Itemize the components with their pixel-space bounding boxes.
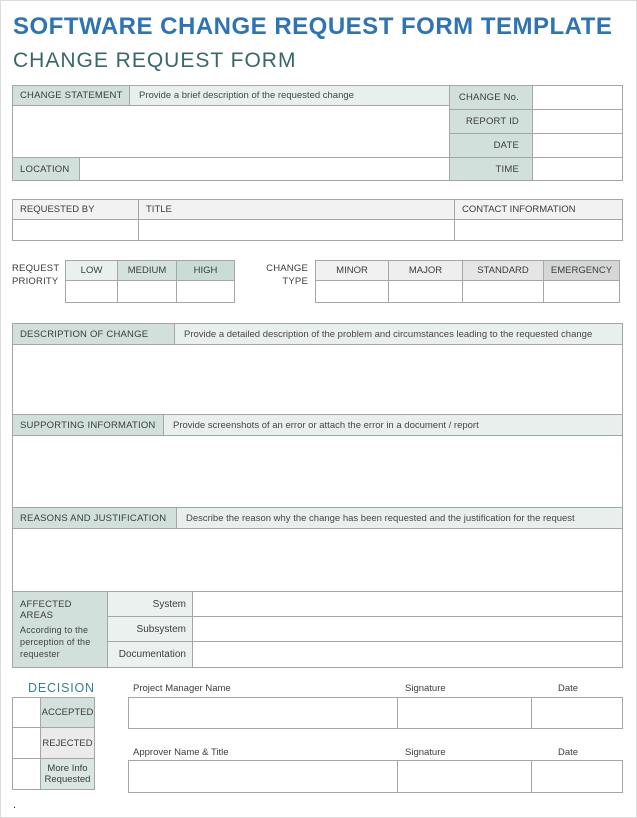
time-label: TIME	[449, 157, 533, 181]
decision-option-accepted-label: ACCEPTED	[40, 697, 95, 728]
time-input[interactable]	[532, 157, 623, 181]
change-statement-section	[12, 85, 623, 181]
approver-signature-row	[128, 760, 623, 793]
reasons-justification-input[interactable]	[12, 528, 623, 592]
affected-row-documentation-label: Documentation	[107, 641, 193, 668]
reasons-justification-section	[12, 507, 623, 592]
requested-by-input[interactable]	[12, 219, 139, 241]
pm-date-header: Date	[558, 683, 579, 694]
priority-high-header: HIGH	[176, 260, 235, 281]
type-standard-header: STANDARD	[462, 260, 544, 281]
contact-information-header: CONTACT INFORMATION	[454, 199, 623, 220]
type-minor-header: MINOR	[315, 260, 389, 281]
type-emergency-header: EMERGENCY	[543, 260, 620, 281]
request-priority-label	[12, 262, 60, 288]
affected-areas-header	[12, 591, 108, 668]
approver-name-input[interactable]	[128, 760, 398, 793]
priority-medium-cell[interactable]	[117, 280, 177, 303]
supporting-information-input[interactable]	[12, 435, 623, 508]
priority-high-cell[interactable]	[176, 280, 235, 303]
change-no-input[interactable]	[532, 85, 623, 110]
approver-date-input[interactable]	[531, 760, 623, 793]
description-of-change-hint: Provide a detailed description of the problem and circumstances leading to the requested change	[174, 323, 623, 345]
affected-row-subsystem-input[interactable]	[192, 616, 623, 642]
affected-row-documentation-input[interactable]	[192, 641, 623, 668]
description-of-change-label: DESCRIPTION OF CHANGE	[12, 323, 175, 345]
date-label: DATE	[449, 133, 533, 158]
report-id-label: REPORT ID	[449, 109, 533, 134]
requested-by-header: REQUESTED BY	[12, 199, 139, 220]
date-input[interactable]	[532, 133, 623, 158]
title-header: TITLE	[138, 199, 455, 220]
request-priority-table	[65, 260, 235, 303]
change-type-label-line1: CHANGE	[266, 263, 308, 274]
title-input[interactable]	[138, 219, 455, 241]
affected-areas-section	[12, 591, 623, 668]
footer-mark: .	[13, 799, 17, 811]
affected-areas-label: AFFECTED AREAS	[20, 599, 72, 621]
priority-medium-header: MEDIUM	[117, 260, 177, 281]
page-title: SOFTWARE CHANGE REQUEST FORM TEMPLATE	[13, 13, 613, 40]
decision-table	[12, 697, 95, 790]
affected-row-system-input[interactable]	[192, 591, 623, 617]
location-label: LOCATION	[12, 157, 80, 181]
priority-low-header: LOW	[65, 260, 118, 281]
reasons-justification-hint: Describe the reason why the change has been requested and the justification for the request	[176, 507, 623, 529]
decision-title: DECISION	[28, 681, 95, 695]
change-statement-hint: Provide a brief description of the requested change	[129, 85, 450, 106]
supporting-information-label: SUPPORTING INFORMATION	[12, 414, 164, 436]
decision-option-more-info-label: More Info Requested	[40, 758, 95, 790]
form-title: CHANGE REQUEST FORM	[13, 49, 297, 72]
decision-option-rejected-label: REJECTED	[40, 727, 95, 759]
approver-signature-input[interactable]	[397, 760, 532, 793]
affected-row-subsystem-label: Subsystem	[107, 616, 193, 642]
report-id-input[interactable]	[532, 109, 623, 134]
reasons-justification-label: REASONS AND JUSTIFICATION	[12, 507, 177, 529]
priority-low-cell[interactable]	[65, 280, 118, 303]
description-of-change-input[interactable]	[12, 344, 623, 415]
pm-name-header: Project Manager Name	[133, 683, 231, 694]
change-no-label: CHANGE No.	[449, 85, 533, 110]
supporting-information-section	[12, 414, 623, 508]
pm-signature-row	[128, 697, 623, 729]
change-statement-input[interactable]	[12, 105, 450, 158]
decision-checkbox-more-info[interactable]	[12, 758, 41, 790]
request-priority-label-line2: PRIORITY	[12, 276, 59, 287]
type-major-header: MAJOR	[388, 260, 463, 281]
change-type-label-line2: TYPE	[282, 276, 308, 287]
pm-signature-header: Signature	[405, 683, 446, 694]
type-major-cell[interactable]	[388, 280, 463, 303]
request-priority-label-line1: REQUEST	[12, 263, 60, 274]
type-emergency-cell[interactable]	[543, 280, 620, 303]
pm-signature-input[interactable]	[397, 697, 532, 729]
decision-checkbox-accepted[interactable]	[12, 697, 41, 728]
type-standard-cell[interactable]	[462, 280, 544, 303]
change-type-label	[258, 262, 308, 288]
supporting-information-hint: Provide screenshots of an error or attach the error in a document / report	[163, 414, 623, 436]
affected-row-system-label: System	[107, 591, 193, 617]
requester-section	[12, 199, 623, 241]
affected-areas-description: According to the perception of the requester	[20, 625, 91, 659]
change-type-table	[315, 260, 620, 303]
contact-information-input[interactable]	[454, 219, 623, 241]
approver-name-header: Approver Name & Title	[133, 747, 229, 758]
approver-date-header: Date	[558, 747, 579, 758]
location-input[interactable]	[79, 157, 450, 181]
decision-checkbox-rejected[interactable]	[12, 727, 41, 759]
type-minor-cell[interactable]	[315, 280, 389, 303]
approver-signature-header: Signature	[405, 747, 446, 758]
pm-name-input[interactable]	[128, 697, 398, 729]
change-statement-label: CHANGE STATEMENT	[12, 85, 130, 106]
pm-date-input[interactable]	[531, 697, 623, 729]
description-of-change-section	[12, 323, 623, 415]
